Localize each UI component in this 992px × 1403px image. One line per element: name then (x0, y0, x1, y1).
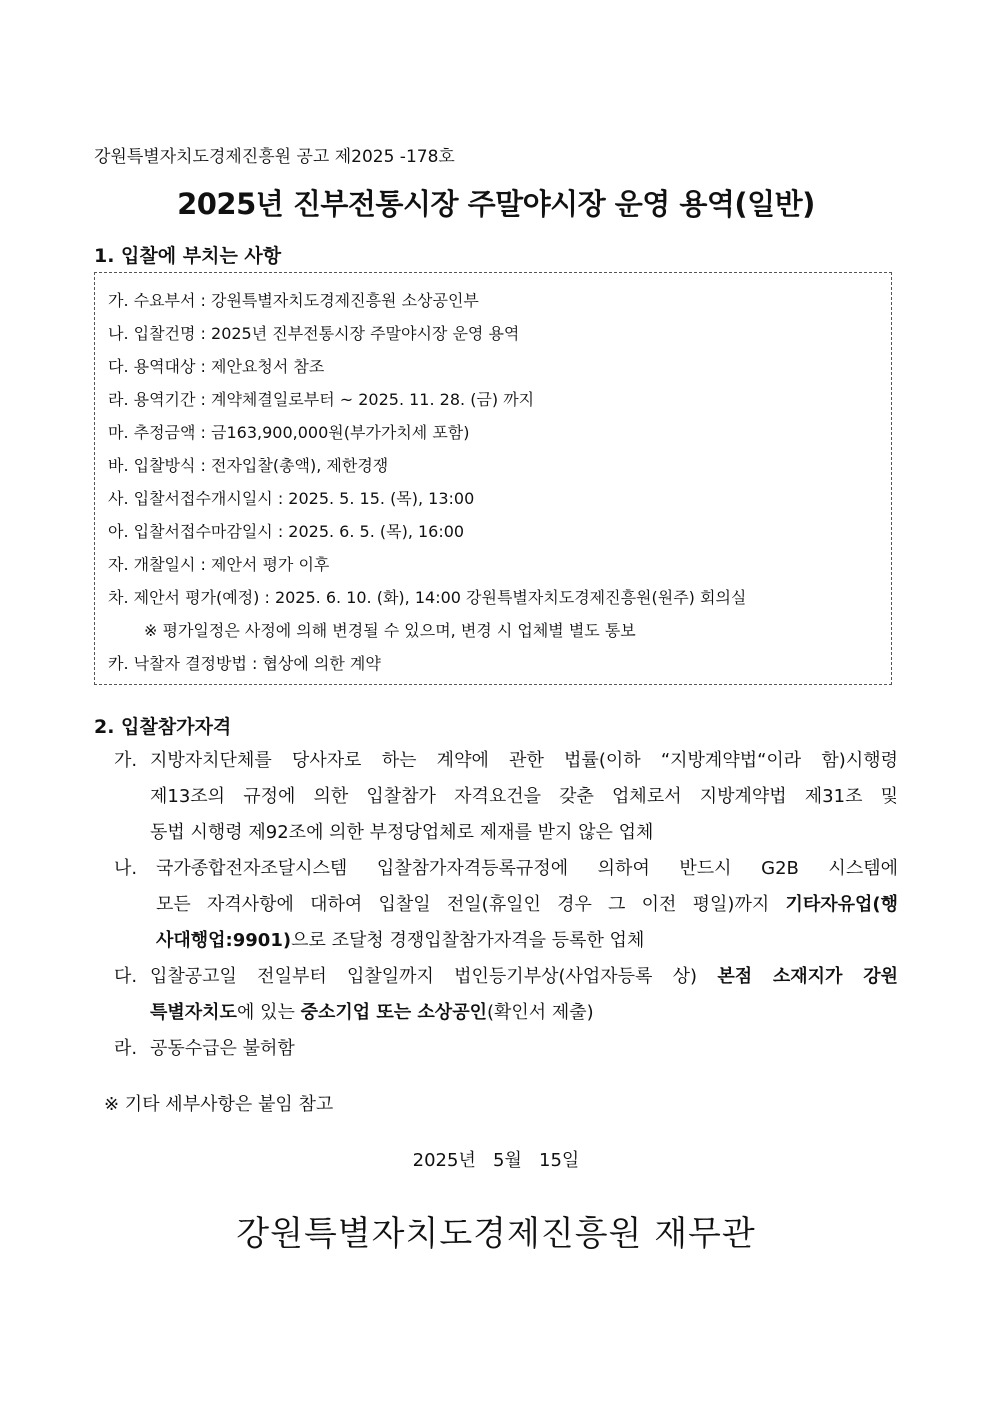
emphasis-text: 본점 소재지가 강원 (717, 966, 898, 987)
qualification-line: 국가종합전자조달시스템 입찰참가자격등록규정에 의하여 반드시 G2B 시스템에 (156, 858, 898, 879)
emphasis-text: 사대행업:9901) (156, 930, 292, 951)
qualification-line: 동법 시행령 제92조에 의한 부정당업체로 제재를 받지 않은 업체 (150, 822, 654, 843)
item-marker: 나. (114, 858, 138, 879)
bid-detail-row: 자. 개찰일시 : 제안서 평가 이후 (108, 555, 330, 574)
qualification-line (156, 926, 644, 952)
qualification-text: 에 있는 (236, 1002, 301, 1023)
section-2-heading: 2. 입찰참가자격 (94, 716, 232, 738)
announcement-date: 2025년 5월 15일 (412, 1150, 580, 1171)
qualification-line: 제13조의 규정에 의한 입찰참가 자격요건을 갖춘 업체로서 지방계약법 제31조 및 (150, 786, 898, 807)
bid-detail-row: 라. 용역기간 : 계약체결일로부터 ~ 2025. 11. 28. (금) 까지 (108, 390, 535, 409)
qualification-line: 지방자치단체를 당사자로 하는 계약에 관한 법률(이하 “지방계약법“이라 함)시행령 (150, 750, 898, 771)
qualification-text: (확인서 제출) (486, 1002, 594, 1023)
bid-detail-row: 가. 수요부서 : 강원특별자치도경제진흥원 소상공인부 (108, 291, 479, 310)
bid-detail-row: 아. 입찰서접수마감일시 : 2025. 6. 5. (목), 16:00 (108, 522, 465, 541)
item-marker: 다. (114, 966, 138, 987)
bid-detail-row: 사. 입찰서접수개시일시 : 2025. 5. 15. (목), 13:00 (108, 489, 475, 508)
item-marker: 가. (114, 750, 138, 771)
remark-note: ※ 기타 세부사항은 붙임 참고 (104, 1094, 334, 1115)
qualification-text: 입찰공고일 전일부터 입찰일까지 법인등기부상(사업자등록 상) (150, 966, 718, 987)
bid-detail-row: 다. 용역대상 : 제안요청서 참조 (108, 357, 325, 376)
emphasis-text: 기타자유업(행 (785, 894, 898, 915)
qualification-line (156, 890, 898, 916)
qualification-item-b (114, 854, 898, 954)
qualification-item-d (114, 1034, 898, 1064)
document-title: 2025년 진부전통시장 주말야시장 운영 용역(일반) (177, 187, 815, 221)
item-marker: 라. (114, 1038, 138, 1059)
bid-detail-row: 차. 제안서 평가(예정) : 2025. 6. 10. (화), 14:00 강원특별자치도경제진흥원(원주) 회의실 (108, 588, 747, 607)
evaluation-schedule-note: ※ 평가일정은 사정에 의해 변경될 수 있으며, 변경 시 업체별 별도 통보 (144, 621, 636, 640)
bid-details-box (94, 272, 892, 685)
section-1-heading: 1. 입찰에 부치는 사항 (94, 245, 282, 267)
bid-detail-row: 바. 입찰방식 : 전자입찰(총액), 제한경쟁 (108, 456, 389, 475)
bid-detail-row: 카. 낙찰자 결정방법 : 협상에 의한 계약 (108, 654, 381, 673)
qualification-text: 으로 조달청 경쟁입찰참가자격을 등록한 업체 (291, 930, 645, 951)
qualification-line (150, 998, 594, 1024)
bid-detail-row: 나. 입찰건명 : 2025년 진부전통시장 주말야시장 운영 용역 (108, 324, 520, 343)
issuer-name: 강원특별자치도경제진흥원 재무관 (236, 1214, 756, 1254)
qualification-line (150, 962, 898, 988)
qualification-item-c (114, 962, 898, 1026)
qualification-text: 모든 자격사항에 대하여 입찰일 전일(휴일인 경우 그 이전 평일)까지 (156, 894, 786, 915)
emphasis-text: 특별자치도 (150, 1002, 237, 1023)
qualification-item-a (114, 746, 898, 846)
emphasis-text: 중소기업 또는 소상공인 (300, 1002, 487, 1023)
notice-number: 강원특별자치도경제진흥원 공고 제2025 -178호 (94, 147, 455, 167)
qualification-line: 공동수급은 불허함 (150, 1038, 295, 1059)
bid-detail-row: 마. 추정금액 : 금163,900,000원(부가가치세 포함) (108, 423, 470, 442)
